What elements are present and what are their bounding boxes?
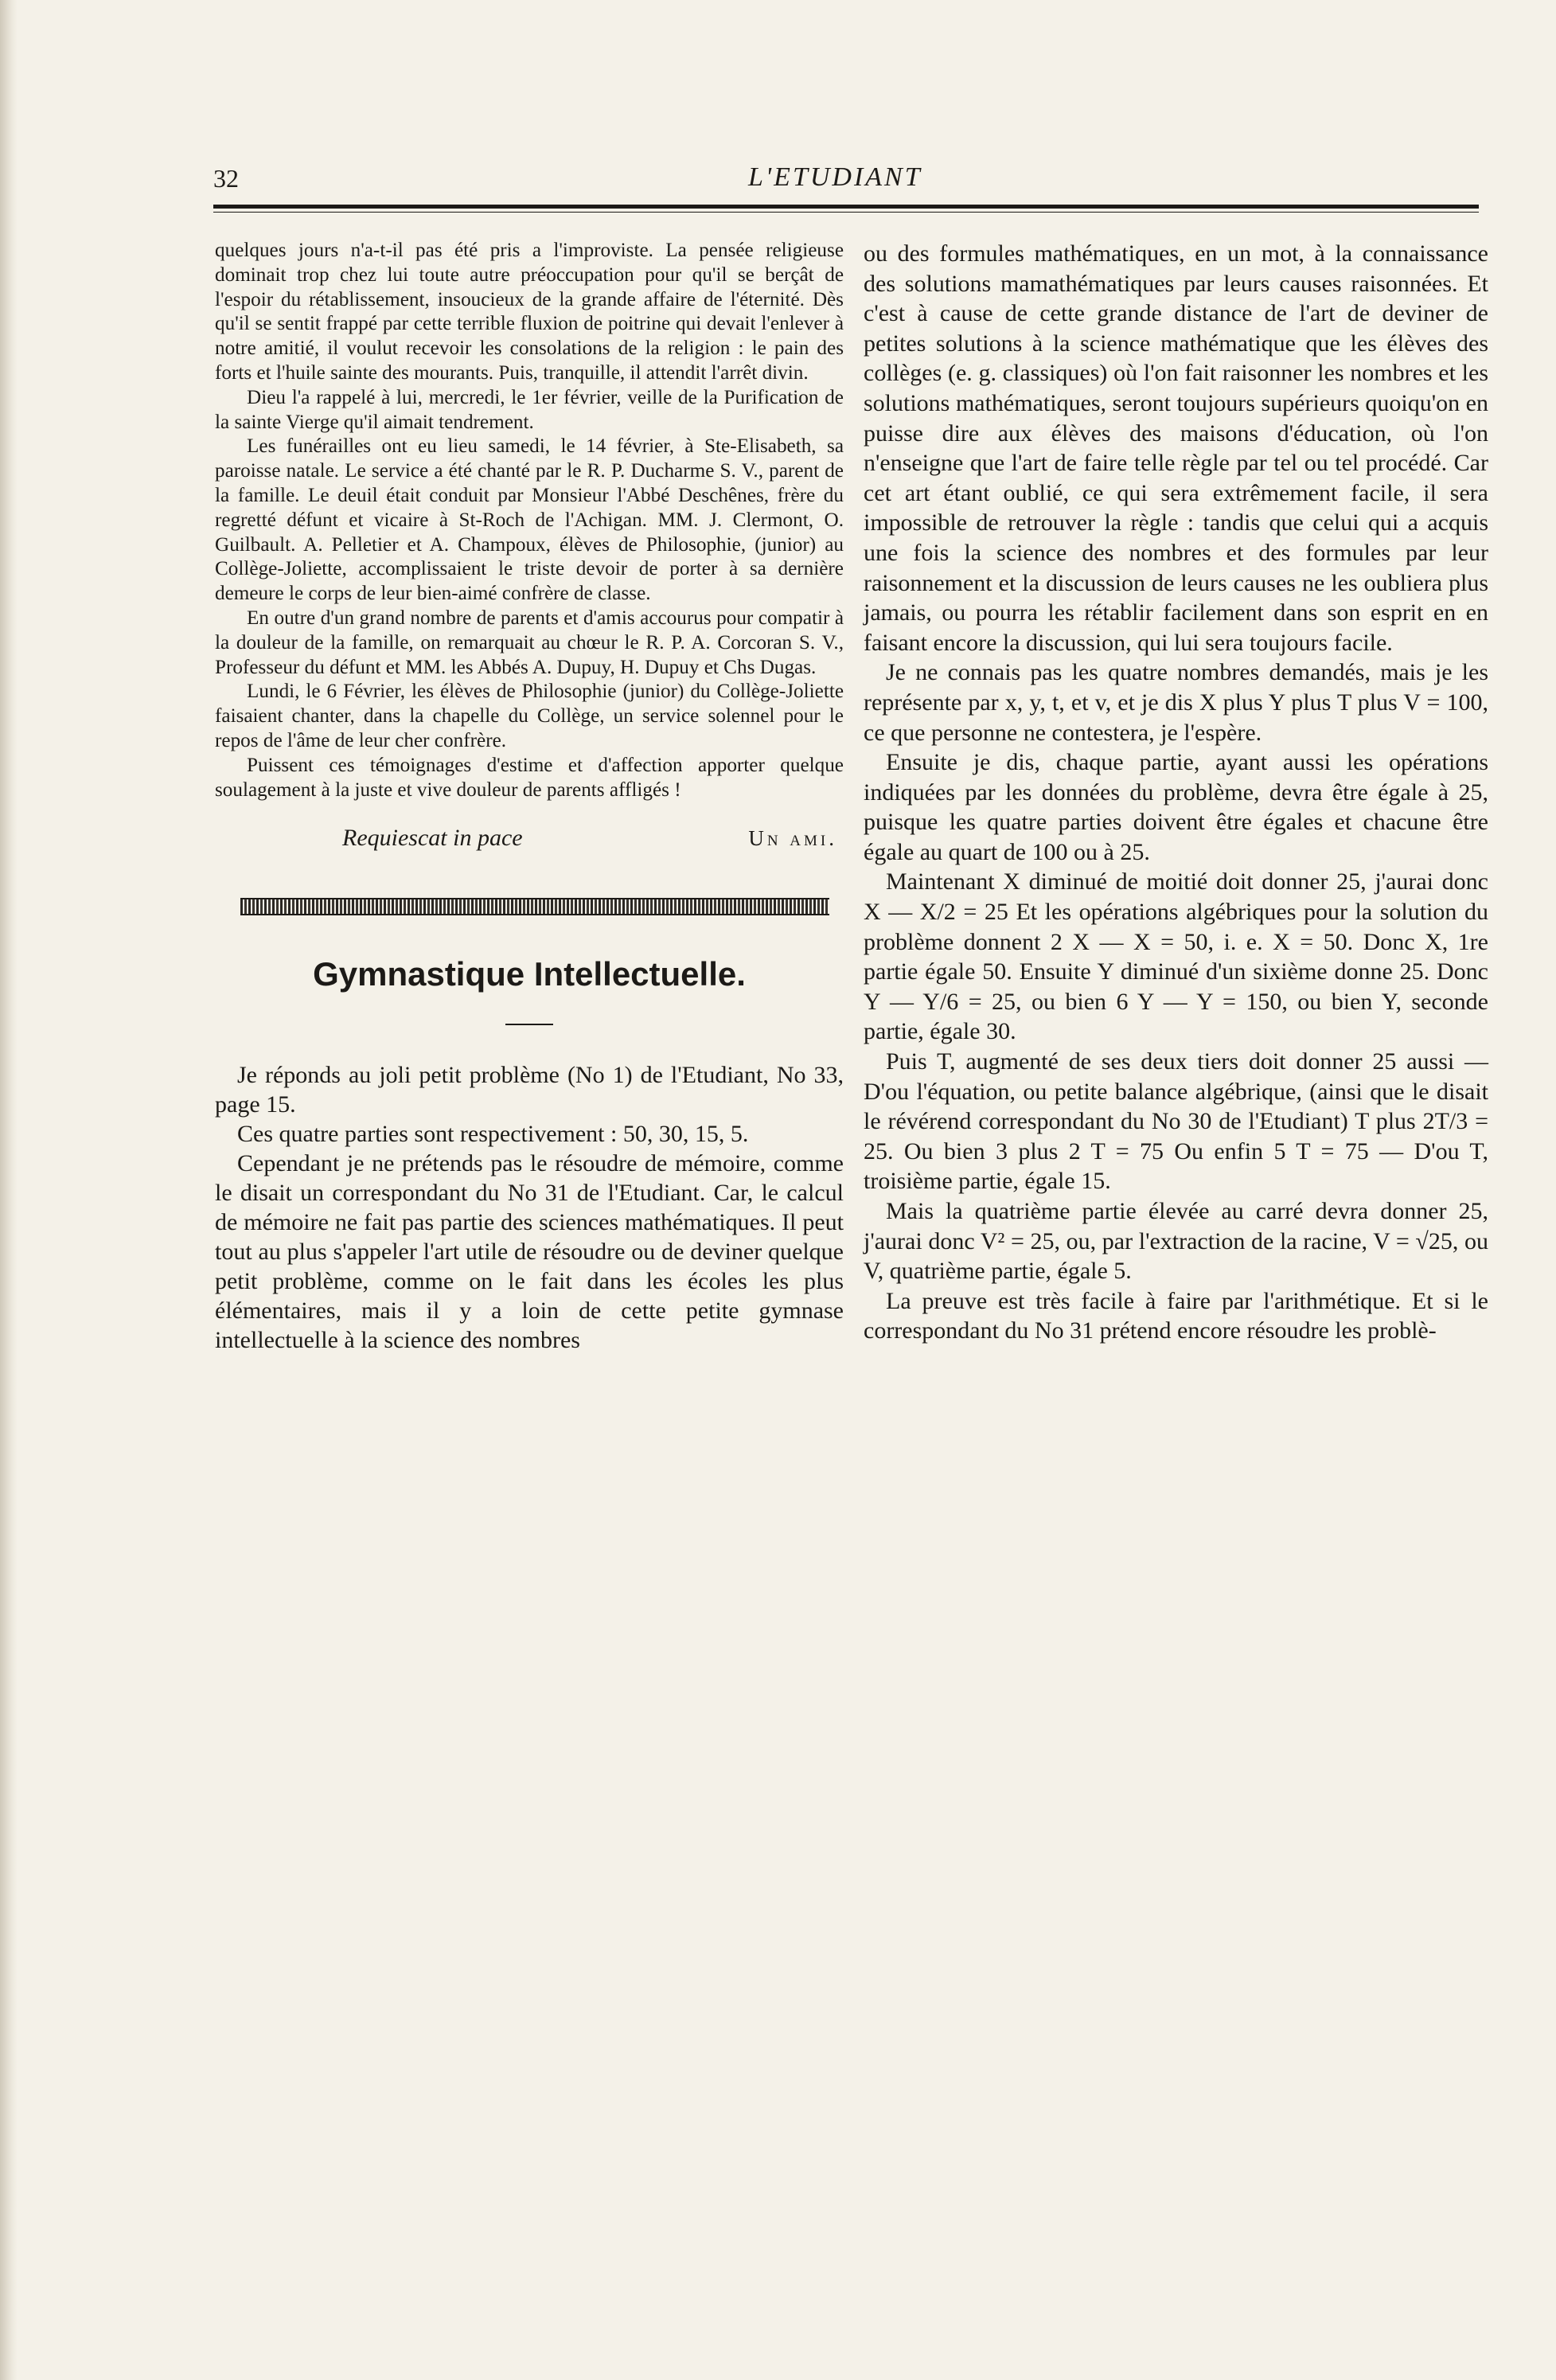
obituary-paragraph: quelques jours n'a-t-il pas été pris a l'improviste. La pensée religieuse dominait trop chez lui toute autre préoccupation pour qu'il se berçât de l'espoir du rétablissement, insoucieux de la grande affaire de l'éternité. Dès qu'il se sentit frappé par cette terrible fluxion de poitrine qui devait l'enlever à notre amitié, il voulut recevoir les consolations de la religion : le pain des forts et l'huile sainte des mourants. Puis, tranquille, il attendit l'arrêt divin.	[215, 240, 844, 384]
running-title: L'ETUDIANT	[748, 162, 922, 192]
section-title: Gymnastique Intellectuelle.	[313, 955, 746, 993]
article-paragraph: Je réponds au joli petit problème (No 1) de l'Etudiant, No 33, page 15.	[215, 1062, 844, 1118]
requiescat-text: Requiescat in pace	[342, 825, 523, 852]
obituary-paragraph: Puissent ces témoignages d'estime et d'affection apporter quelque soulagement à la juste et vive douleur de parents affligés !	[215, 754, 844, 801]
header-rule-thin	[213, 212, 1479, 213]
article-paragraph: Mais la quatrième partie élevée au carré devra donner 25, j'aurai donc V² = 25, ou, par l'extraction de la racine, V = √25, ou V, quatrième partie, égale 5.	[864, 1198, 1488, 1285]
ornamental-divider	[240, 898, 829, 915]
obituary-paragraph: En outre d'un grand nombre de parents et d'amis accourus pour compatir à la douleur de la famille, on remarquait au chœur le R. P. A. Corcoran S. V., Professeur du défunt et MM. les Abbés A. Dupuy, H. Dupuy et Chs Dugas.	[215, 607, 844, 678]
article-paragraph: Ensuite je dis, chaque partie, ayant aussi les opérations indiquées par les données du problème, devra être égale à 25, puisque les quatre parties doivent être égales et chacune être égale au quart de 100 ou à 25.	[864, 749, 1488, 865]
left-column	[215, 239, 844, 1355]
article-paragraph: La preuve est très facile à faire par l'arithmétique. Et si le correspondant du No 31 prétend encore résoudre les problè-	[864, 1287, 1488, 1344]
article-paragraph: Je ne connais pas les quatre nombres demandés, mais je les représente par x, y, t, et v, et je dis X plus Y plus T plus V = 100, ce que personne ne contestera, je l'espère.	[864, 659, 1488, 746]
obituary-paragraph: Dieu l'a rappelé à lui, mercredi, le 1er février, veille de la Purification de la sainte Vierge qu'il aimait tendrement.	[215, 386, 844, 433]
gymnastique-body	[215, 1060, 844, 1355]
signature: Un ami.	[748, 826, 837, 851]
page-edge-shadow	[0, 0, 18, 2380]
article-paragraph: Cependant je ne prétends pas le résoudre de mémoire, comme le disait un correspondant du No 31 de l'Etudiant. Car, le calcul de mémoire ne fait pas partie des sciences mathématiques. Il peut tout au plus s'appeler l'art utile de résoudre ou de deviner quelque petit problème, comme on le fait dans les écoles les plus élémentaires, mais il y a loin de cette petite gymnase intellectuelle à la science des nombres	[215, 1150, 844, 1354]
header-rule	[213, 205, 1479, 209]
page-number: 32	[213, 164, 239, 193]
right-column	[864, 239, 1488, 1346]
closing-block	[215, 825, 844, 852]
article-paragraph: Puis T, augmenté de ses deux tiers doit donner 25 aussi — D'ou l'équation, ou petite balance algébrique, (ainsi que le disait le révérend correspondant du No 30 de l'Etudiant) T plus 2T/3 = 25. Ou bien 3 plus 2 T = 75 Ou enfin 5 T = 75 — D'ou T, troisième partie, égale 15.	[864, 1048, 1488, 1195]
title-underline	[505, 1024, 553, 1025]
obituary-paragraph: Lundi, le 6 Février, les élèves de Philosophie (junior) du Collège-Joliette faisaient chanter, dans la chapelle du Collège, un service solennel pour le repos de l'âme de leur cher confrère.	[215, 681, 844, 751]
article-paragraph: Maintenant X diminué de moitié doit donner 25, j'aurai donc X — X/2 = 25 Et les opérations algébriques pour la solution du problème donnent 2 X — X = 50, i. e. X = 50. Donc X, 1re partie égale 50. Ensuite Y diminué d'un sixième donne 25. Donc Y — Y/6 = 25, ou bien 6 Y — Y = 150, ou bien Y, seconde partie, égale 30.	[864, 868, 1488, 1045]
obituary-paragraph: Les funérailles ont eu lieu samedi, le 14 février, à Ste-Elisabeth, sa paroisse natale. Le service a été chanté par le R. P. Ducharme S. V., parent de la famille. Le deuil était conduit par Monsieur l'Abbé Deschênes, frère du regretté défunt et vicaire à St-Roch de l'Achigan. MM. J. Clermont, O. Guilbault. A. Pelletier et A. Champoux, élèves de Philosophie, (junior) au Collège-Joliette, accomplissaient le triste devoir de porter à sa dernière demeure le corps de leur bien-aimé confrère de classe.	[215, 435, 844, 605]
article-paragraph: ou des formules mathématiques, en un mot, à la connaissance des solutions mamathématiques par leurs causes raisonnées. Et c'est à cause de cette grande distance de l'art de deviner de petites solutions à la science mathématique que les élèves des collèges (e. g. classiques) où l'on fait raisonner les nombres et les solutions mathématiques, seront toujours supérieurs quoiqu'on en puisse dire aux élèves des maisons d'éducation, où l'on n'enseigne que l'art de faire telle règle par tel ou tel procédé. Car cet art étant oublié, ce qui sera extrêmement facile, il sera impossible de retrouver la règle : tandis que celui qui a acquis une fois la science des nombres et des formules par leur raisonnement et la discussion de leurs causes ne les oubliera plus jamais, ou pourra les rétablir facilement dans son esprit en en faisant encore la discussion, qui lui sera toujours facile.	[864, 240, 1488, 656]
article-paragraph: Ces quatre parties sont respectivement : 50, 30, 15, 5.	[237, 1121, 749, 1148]
